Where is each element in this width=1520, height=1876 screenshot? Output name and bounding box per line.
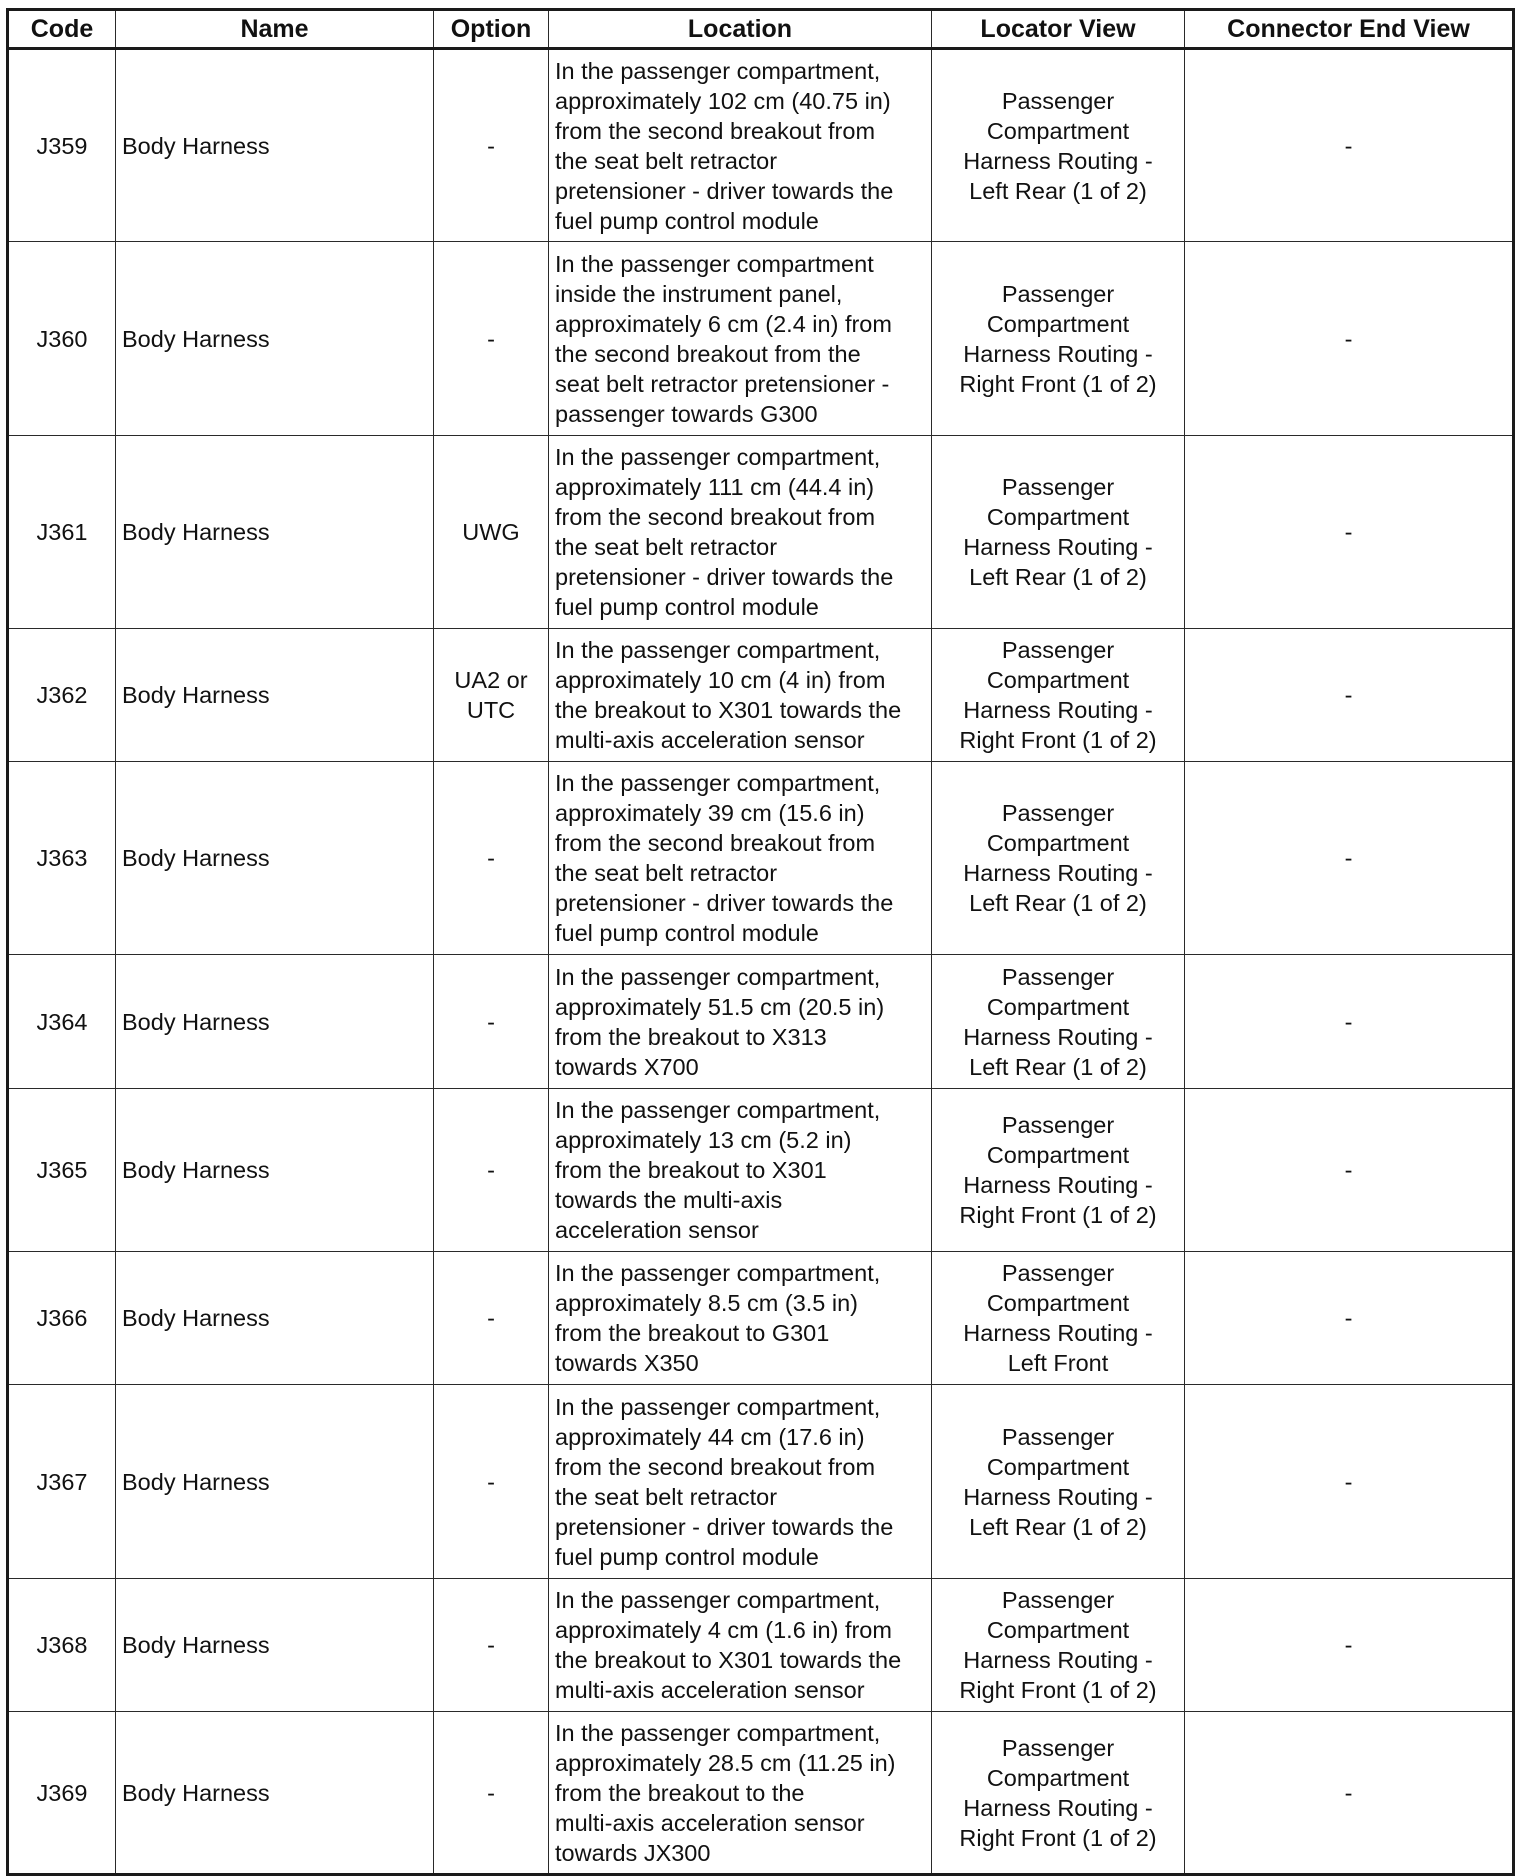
cell-name: Body Harness [116, 629, 434, 762]
cell-locator-view: Passenger Compartment Harness Routing - Right Front (1 of 2) [932, 629, 1185, 762]
cell-option: - [434, 242, 549, 436]
cell-name: Body Harness [116, 1252, 434, 1385]
table-row [8, 242, 1514, 436]
cell-location: In the passenger compartment, approximately 44 cm (17.6 in) from the second breakout from the seat belt retractor pretensioner - driver towards the fuel pump control module [549, 1385, 932, 1579]
cell-connector-end-view: - [1185, 242, 1514, 436]
cell-connector-end-view: - [1185, 1385, 1514, 1579]
cell-code: J367 [8, 1385, 116, 1579]
table-row [8, 629, 1514, 762]
table-row [8, 762, 1514, 955]
column-header-connector-end-view: Connector End View [1185, 10, 1514, 49]
cell-locator-view: Passenger Compartment Harness Routing - Right Front (1 of 2) [932, 1712, 1185, 1875]
cell-connector-end-view: - [1185, 436, 1514, 629]
cell-name: Body Harness [116, 955, 434, 1089]
cell-name: Body Harness [116, 762, 434, 955]
cell-option: - [434, 955, 549, 1089]
cell-option: - [434, 1252, 549, 1385]
cell-locator-view: Passenger Compartment Harness Routing - Left Rear (1 of 2) [932, 1385, 1185, 1579]
cell-location: In the passenger compartment, approximately 10 cm (4 in) from the breakout to X301 towards the multi-axis acceleration sensor [549, 629, 932, 762]
cell-locator-view: Passenger Compartment Harness Routing - Right Front (1 of 2) [932, 242, 1185, 436]
column-header-locator-view: Locator View [932, 10, 1185, 49]
cell-option: UA2 or UTC [434, 629, 549, 762]
cell-location: In the passenger compartment, approximately 28.5 cm (11.25 in) from the breakout to the multi-axis acceleration sensor towards JX300 [549, 1712, 932, 1875]
cell-code: J361 [8, 436, 116, 629]
cell-location: In the passenger compartment, approximately 102 cm (40.75 in) from the second breakout from the seat belt retractor pretensioner - driver towards the fuel pump control module [549, 49, 932, 242]
cell-option: UWG [434, 436, 549, 629]
cell-connector-end-view: - [1185, 955, 1514, 1089]
cell-locator-view: Passenger Compartment Harness Routing - Left Rear (1 of 2) [932, 436, 1185, 629]
table-row [8, 1089, 1514, 1252]
cell-code: J364 [8, 955, 116, 1089]
table-row [8, 49, 1514, 242]
cell-name: Body Harness [116, 1089, 434, 1252]
cell-locator-view: Passenger Compartment Harness Routing - Left Front [932, 1252, 1185, 1385]
column-header-location: Location [549, 10, 932, 49]
cell-location: In the passenger compartment, approximately 8.5 cm (3.5 in) from the breakout to G301 towards X350 [549, 1252, 932, 1385]
cell-connector-end-view: - [1185, 629, 1514, 762]
cell-name: Body Harness [116, 436, 434, 629]
cell-code: J369 [8, 1712, 116, 1875]
cell-code: J366 [8, 1252, 116, 1385]
cell-location: In the passenger compartment, approximately 39 cm (15.6 in) from the second breakout from the seat belt retractor pretensioner - driver towards the fuel pump control module [549, 762, 932, 955]
table-row [8, 1712, 1514, 1875]
cell-connector-end-view: - [1185, 1089, 1514, 1252]
cell-location: In the passenger compartment, approximately 51.5 cm (20.5 in) from the breakout to X313 towards X700 [549, 955, 932, 1089]
cell-locator-view: Passenger Compartment Harness Routing - Left Rear (1 of 2) [932, 49, 1185, 242]
cell-code: J360 [8, 242, 116, 436]
cell-location: In the passenger compartment inside the instrument panel, approximately 6 cm (2.4 in) from the second breakout from the seat belt retractor pretensioner - passenger towards G300 [549, 242, 932, 436]
cell-option: - [434, 1579, 549, 1712]
cell-name: Body Harness [116, 242, 434, 436]
cell-name: Body Harness [116, 1385, 434, 1579]
cell-option: - [434, 1089, 549, 1252]
cell-connector-end-view: - [1185, 762, 1514, 955]
cell-locator-view: Passenger Compartment Harness Routing - Left Rear (1 of 2) [932, 955, 1185, 1089]
cell-connector-end-view: - [1185, 49, 1514, 242]
cell-option: - [434, 762, 549, 955]
table-row [8, 1385, 1514, 1579]
cell-locator-view: Passenger Compartment Harness Routing - Right Front (1 of 2) [932, 1579, 1185, 1712]
cell-connector-end-view: - [1185, 1252, 1514, 1385]
cell-option: - [434, 1385, 549, 1579]
table-row [8, 1252, 1514, 1385]
column-header-option: Option [434, 10, 549, 49]
cell-connector-end-view: - [1185, 1579, 1514, 1712]
header-row [8, 10, 1514, 49]
cell-locator-view: Passenger Compartment Harness Routing - Right Front (1 of 2) [932, 1089, 1185, 1252]
column-header-code: Code [8, 10, 116, 49]
table-row [8, 1579, 1514, 1712]
table-row [8, 436, 1514, 629]
cell-option: - [434, 1712, 549, 1875]
cell-name: Body Harness [116, 1712, 434, 1875]
cell-name: Body Harness [116, 49, 434, 242]
cell-code: J365 [8, 1089, 116, 1252]
cell-location: In the passenger compartment, approximately 4 cm (1.6 in) from the breakout to X301 towards the multi-axis acceleration sensor [549, 1579, 932, 1712]
cell-locator-view: Passenger Compartment Harness Routing - Left Rear (1 of 2) [932, 762, 1185, 955]
cell-name: Body Harness [116, 1579, 434, 1712]
cell-location: In the passenger compartment, approximately 111 cm (44.4 in) from the second breakout from the seat belt retractor pretensioner - driver towards the fuel pump control module [549, 436, 932, 629]
cell-code: J359 [8, 49, 116, 242]
cell-code: J363 [8, 762, 116, 955]
table-row [8, 955, 1514, 1089]
inline-harness-connector-table-sheet [6, 8, 1512, 1876]
connector-table [6, 8, 1515, 1876]
column-header-name: Name [116, 10, 434, 49]
cell-connector-end-view: - [1185, 1712, 1514, 1875]
cell-option: - [434, 49, 549, 242]
cell-location: In the passenger compartment, approximately 13 cm (5.2 in) from the breakout to X301 towards the multi-axis acceleration sensor [549, 1089, 932, 1252]
cell-code: J362 [8, 629, 116, 762]
cell-code: J368 [8, 1579, 116, 1712]
